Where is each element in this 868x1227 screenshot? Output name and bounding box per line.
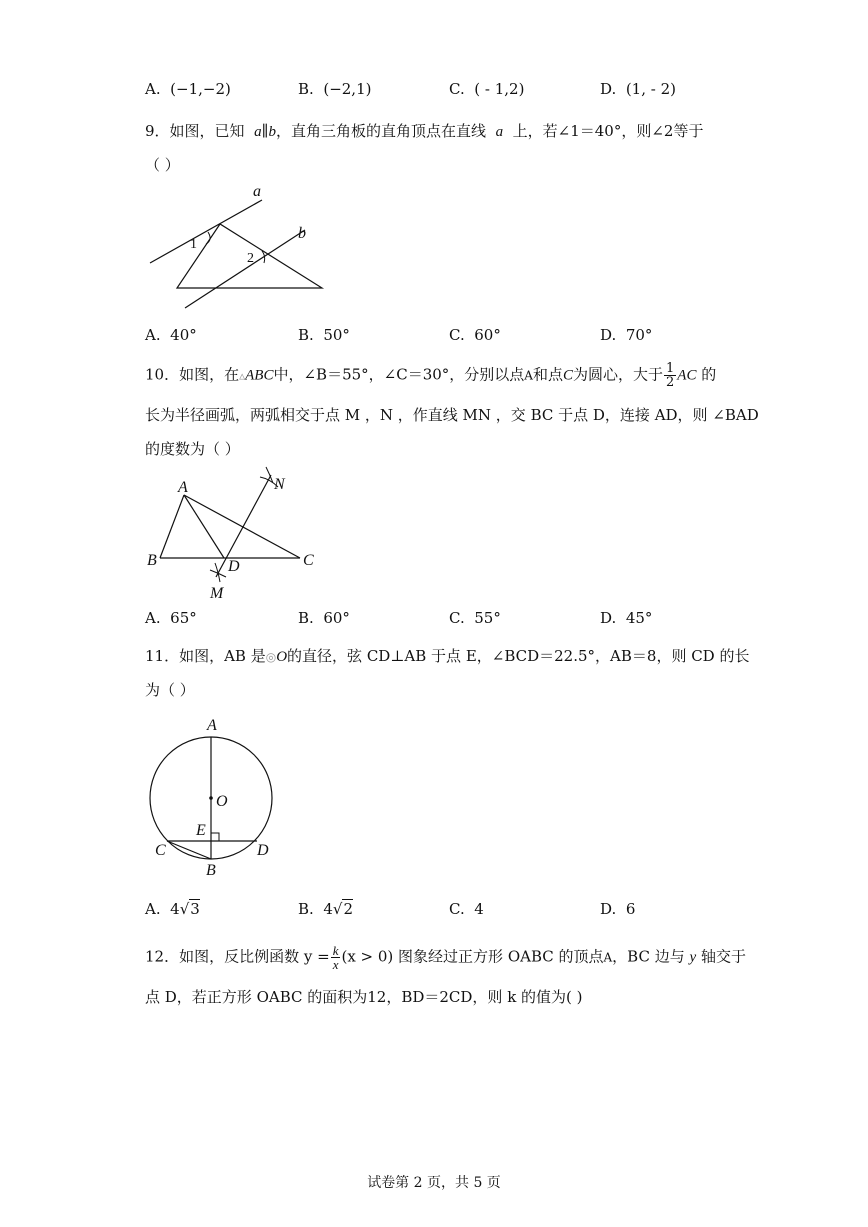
q9-line-b [185, 230, 305, 308]
q10-label-d: D [228, 558, 240, 575]
q10-side-ab [160, 495, 184, 558]
q11-segment-cb [167, 841, 211, 859]
q8-option-a: A. (−1,−2) [145, 80, 231, 98]
q12-stem-line1: 12．如图，反比例函数 y = $\frac{k}{x}$ (x > 0) 图象经过正方形 OABC 的顶点A，BC 边与 y 轴交于 [145, 943, 746, 972]
q9-label-1: 1 [190, 237, 197, 252]
q9-figure [140, 180, 340, 315]
q11-label-c: C [155, 842, 166, 859]
q11-option-b: B. 4√2 [298, 900, 353, 918]
q11-stem-line2: 为（ ） [145, 681, 195, 699]
q11-option-c: C. 4 [449, 900, 484, 918]
q10-label-c: C [303, 552, 314, 569]
q10-stem-line3: 的度数为（ ） [145, 440, 240, 458]
circle-symbol-icon: ◎ [265, 650, 277, 664]
q11-label-a: A [207, 717, 217, 734]
triangle-symbol-icon: ▵ [239, 368, 246, 383]
sqrt-icon: √ [332, 900, 343, 918]
q11-option-a: A. 4√3 [145, 900, 200, 918]
q8-option-d: D. (1, - 2) [600, 80, 676, 98]
q11-label-e: E [196, 822, 206, 839]
q10-figure [140, 465, 330, 605]
q11-right-angle-mark [211, 833, 219, 841]
q9-label-b: b [298, 225, 306, 242]
q10-option-b: B. 60° [298, 609, 350, 627]
q10-arc-m [210, 563, 226, 582]
sqrt-icon: √ [179, 900, 190, 918]
q9-option-c: C. 60° [449, 326, 501, 344]
q10-label-b: B [147, 552, 157, 569]
q9-option-b: B. 50° [298, 326, 350, 344]
q10-option-a: A. 65° [145, 609, 197, 627]
q10-stem-line1: 10．如图，在▵ABC中，∠B＝55°，∠C＝30°，分别以点A和点C为圆心，大于 $\frac{1}{2}$ AC 的 [145, 361, 717, 390]
q8-option-b: B. (−2,1) [298, 80, 372, 98]
q10-label-n: N [274, 476, 285, 493]
q10-stem-line2: 长为半径画弧，两弧相交于点 M ，N ，作直线 MN ，交 BC 于点 D，连接 AD，则 ∠BAD [145, 406, 759, 424]
q12-stem-line2: 点 D，若正方形 OABC 的面积为12，BD＝2CD，则 k 的值为( ) [145, 988, 583, 1006]
q10-label-m: M [210, 585, 224, 602]
q11-label-d: D [257, 842, 269, 859]
q11-stem-line1: 11．如图，AB 是◎O的直径，弦 CD⊥AB 于点 E，∠BCD＝22.5°，AB＝8，则 CD 的长 [145, 647, 750, 665]
q10-option-d: D. 45° [600, 609, 653, 627]
q9-stem-line1: 9．如图，已知 a∥b，直角三角板的直角顶点在直线 a 上，若∠1＝40°，则∠2等于 [145, 122, 704, 140]
q9-label-2: 2 [247, 251, 254, 266]
q8-option-c: C. ( - 1,2) [449, 80, 525, 98]
q11-option-d: D. 6 [600, 900, 636, 918]
q11-label-o: O [216, 793, 228, 810]
page-footer: 试卷第 2 页，共 5 页 [367, 1175, 501, 1191]
q10-fraction: $\frac{1}{2}$ [666, 361, 675, 390]
q10-line-mn [216, 475, 271, 577]
q10-label-a: A [178, 479, 188, 496]
q10-option-c: C. 55° [449, 609, 501, 627]
q10-side-ac [184, 495, 300, 558]
q9-angle1-arc [206, 232, 210, 244]
q12-fraction: $\frac{k}{x}$ [332, 943, 339, 972]
q11-label-b: B [206, 862, 216, 879]
q9-line-a [150, 200, 262, 263]
q9-option-d: D. 70° [600, 326, 653, 344]
q9-label-a: a [253, 183, 261, 200]
q11-figure [140, 712, 290, 882]
q9-option-a: A. 40° [145, 326, 197, 344]
q10-segment-ad [184, 495, 224, 558]
q9-stem-line2: （ ） [145, 156, 180, 174]
q11-center-point [209, 796, 213, 800]
